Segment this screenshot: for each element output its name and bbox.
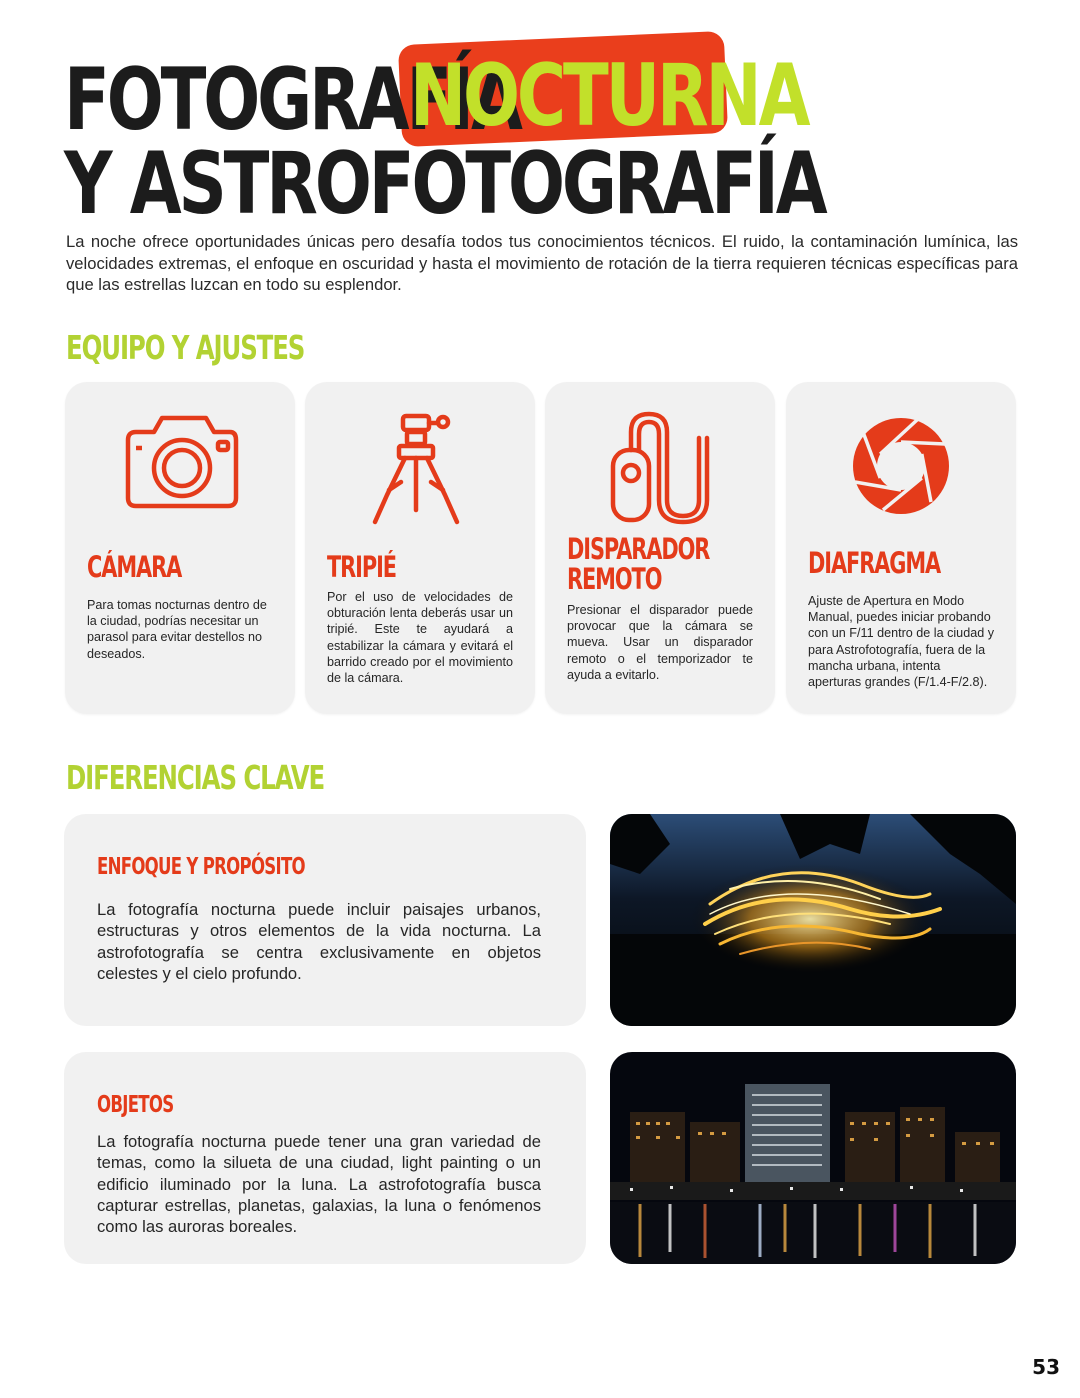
card-title-camera: CÁMARA (87, 550, 182, 584)
card-title-tripod: TRIPIÉ (327, 550, 396, 584)
title-highlight-word: NOCTURNA (410, 46, 808, 146)
city-marina-photo (610, 1052, 1016, 1264)
card-text-camera: Para tomas nocturnas dentro de la ciudad, podrías necesitar un parasol para evitar destellos no deseados. (87, 598, 267, 661)
difference-box-focus (64, 814, 586, 1026)
card-text-aperture: Ajuste de Apertura en Modo Manual, puedes iniciar probando con un F/11 dentro de la ciudad y para Astrofotografía, fuera de la mancha urbana, intenta aperturas grandes (F/1.4-F/2.8). (808, 594, 994, 690)
difference-box-objects (64, 1052, 586, 1264)
equipment-card-camera (65, 382, 295, 714)
light-painting-photo (610, 814, 1016, 1026)
difference-title-focus: ENFOQUE Y PROPÓSITO (97, 854, 305, 880)
camera-icon (120, 410, 240, 510)
difference-title-objects: OBJETOS (97, 1092, 174, 1118)
intro-paragraph: La noche ofrece oportunidades únicas pero desafía todos tus conocimientos técnicos. El ruido, la contaminación lumínica, las velocidades extremas, el enfoque en oscuridad y hasta el movimiento de rotación de la tierra requieren técnicas específicas para que las estrellas luzcan en todo su esplendor. (66, 232, 1018, 294)
equipment-card-tripod (305, 382, 535, 714)
remote-shutter-icon (605, 410, 715, 525)
section-heading-equipment: EQUIPO Y AJUSTES (66, 328, 305, 367)
equipment-card-remote (545, 382, 775, 714)
section-heading-differences: DIFERENCIAS CLAVE (66, 758, 325, 797)
card-title-remote-line2: REMOTO (567, 562, 662, 596)
difference-text-focus: La fotografía nocturna puede incluir paisajes urbanos, estructuras y otros elementos de la vida nocturna. La astrofotografía se centra exclusivamente en objetos celestes y el cielo profundo. (97, 900, 541, 983)
aperture-icon (849, 414, 953, 518)
title-line-1: FOTOGRAFÍA (64, 50, 520, 150)
card-title-aperture: DIAFRAGMA (808, 546, 941, 580)
card-text-tripod: Por el uso de velocidades de obturación lenta deberás usar un tripié. Este te ayudará a estabilizar la cámara y evitará el barrido creado por el movimiento de la cámara. (327, 590, 513, 686)
difference-text-objects: La fotografía nocturna puede tener una gran variedad de temas, como la silueta de una ciudad, light painting o un edificio iluminado por la luna. La astrofotografía busca capturar estrellas, planetas, galaxias, la luna o fenómenos como las auroras boreales. (97, 1132, 541, 1237)
card-text-remote: Presionar el disparador puede provocar que la cámara se mueva. Usar un disparador remoto o el temporizador te ayuda a evitarlo. (567, 603, 753, 682)
tripod-icon (365, 410, 475, 530)
equipment-card-aperture (786, 382, 1016, 714)
card-title-remote-line1: DISPARADOR (567, 532, 710, 566)
title-line-2: Y ASTROFOTOGRAFÍA (64, 134, 825, 234)
page-number: 53 (1032, 1355, 1060, 1379)
